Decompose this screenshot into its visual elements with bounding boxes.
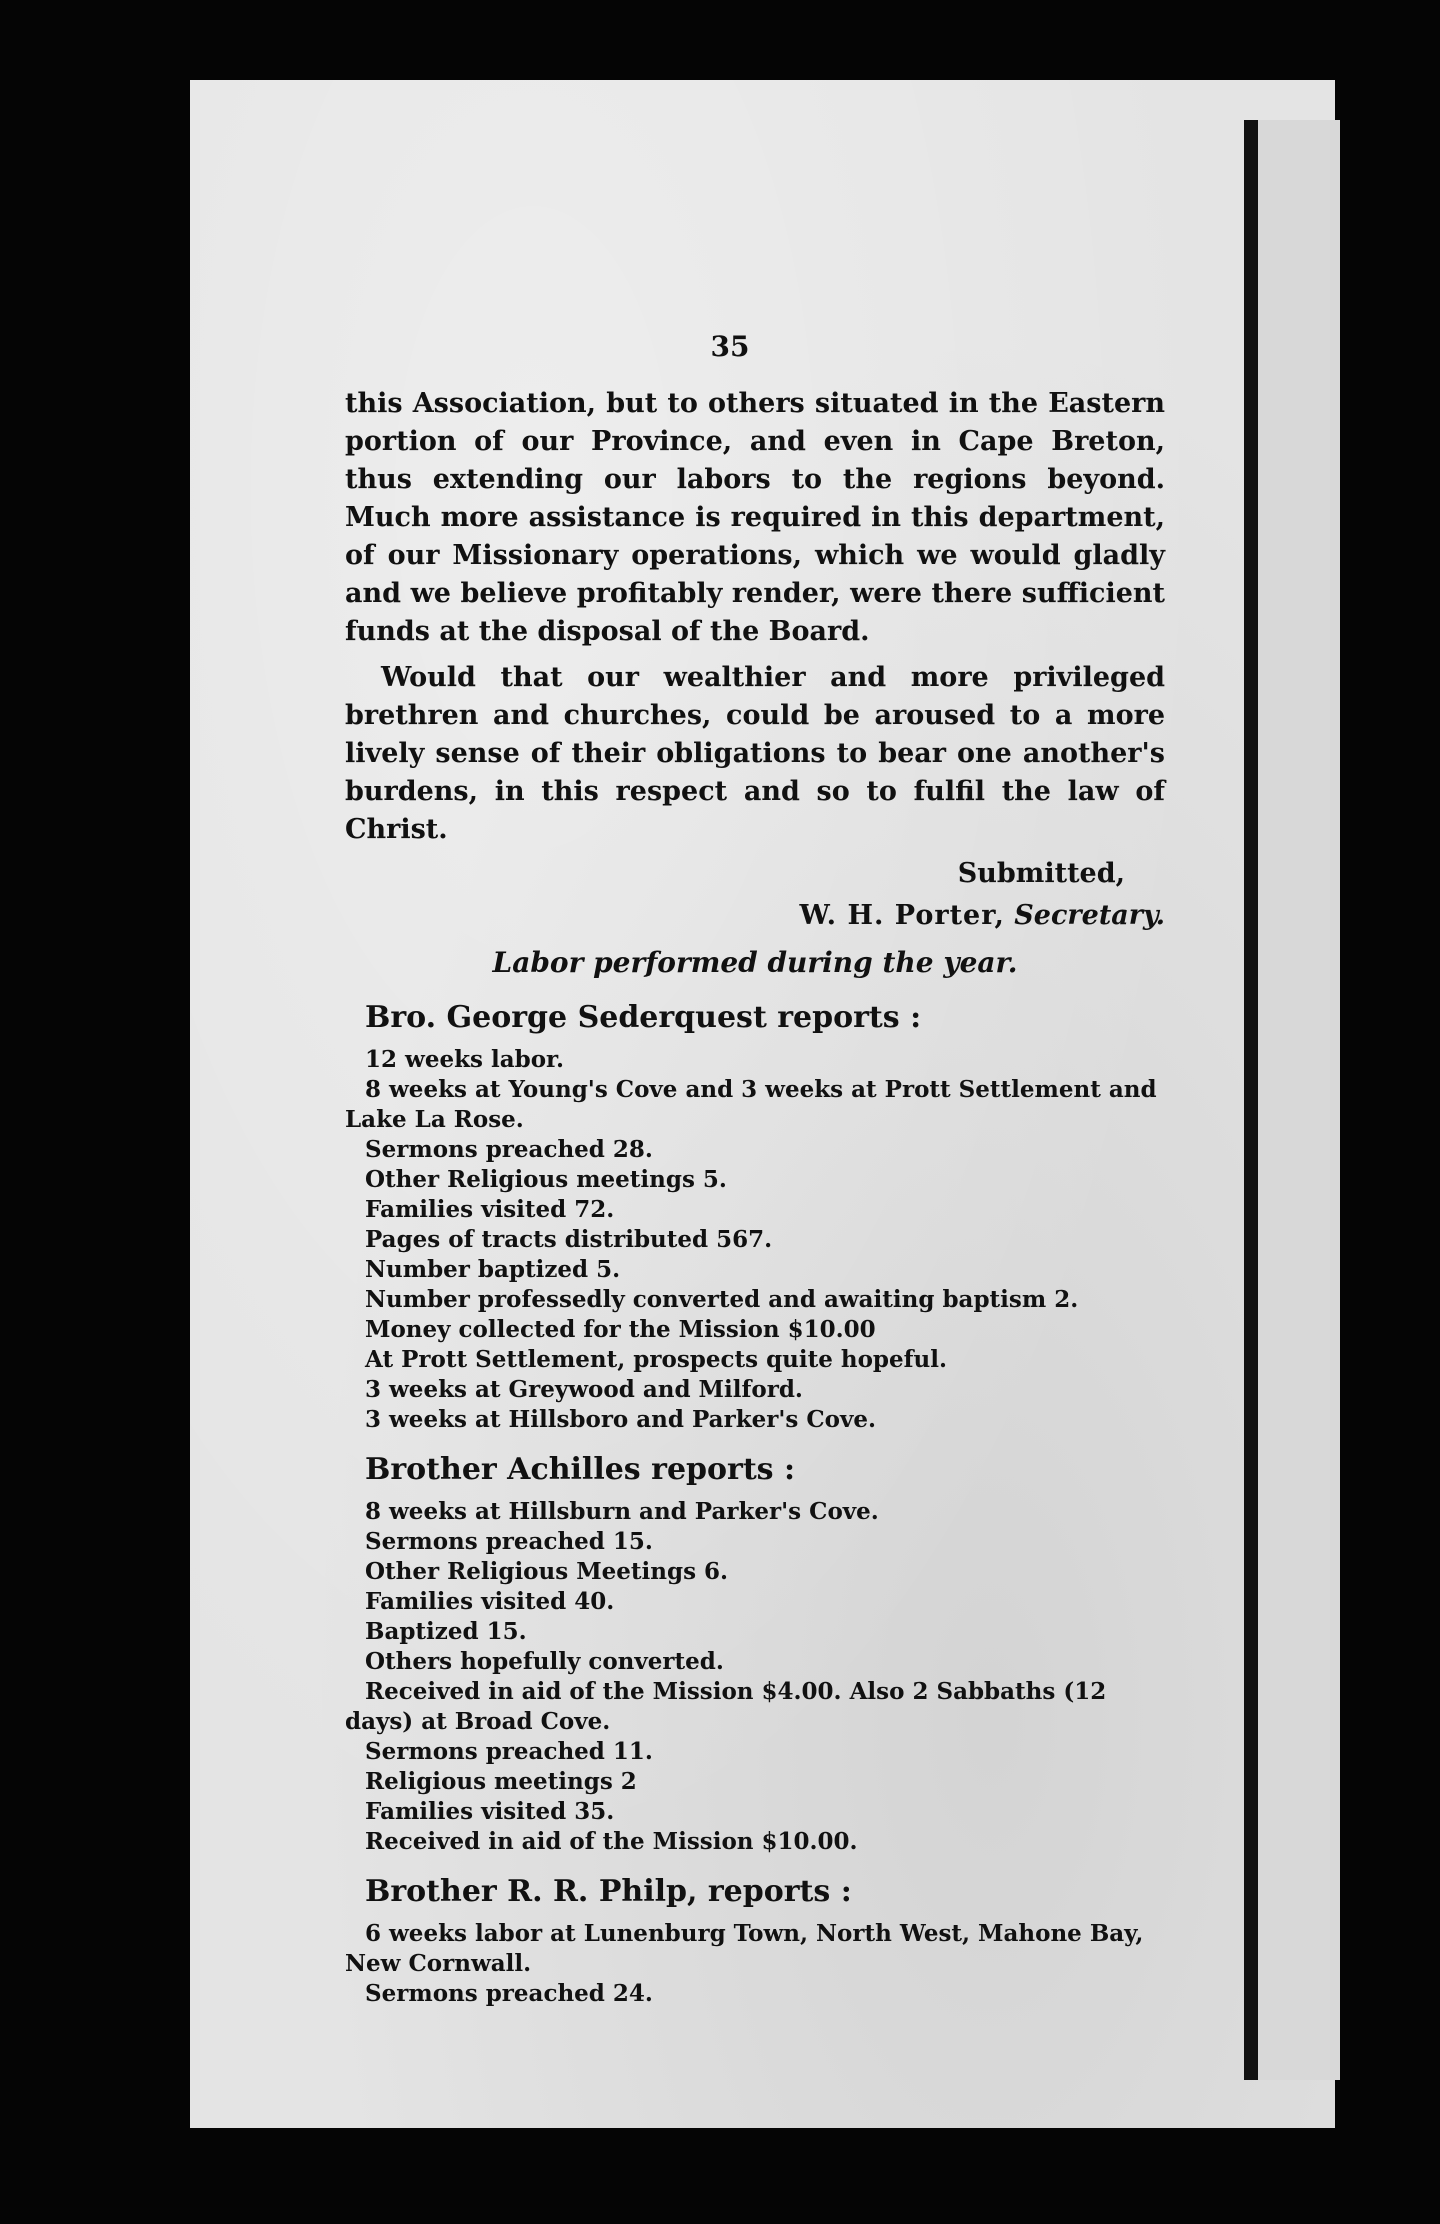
report-entry: Money collected for the Mission $10.00 bbox=[365, 1316, 876, 1343]
report-entry: Sermons preached 28. bbox=[365, 1136, 653, 1163]
report-entry: Other Religious Meetings 6. bbox=[365, 1558, 729, 1585]
report-heading: Brother Achilles reports : bbox=[365, 1452, 796, 1487]
page-number: 35 bbox=[710, 330, 750, 363]
page-body bbox=[345, 385, 1165, 2009]
report-heading: Brother R. R. Philp, reports : bbox=[365, 1874, 852, 1909]
report-entry: Families visited 40. bbox=[365, 1588, 615, 1615]
report-entry: 6 weeks labor at Lunenburg Town, North West, Mahone Bay, New Cornwall. bbox=[345, 1920, 1144, 1977]
report-entry: Families visited 35. bbox=[365, 1798, 615, 1825]
report-entry: Other Religious meetings 5. bbox=[365, 1166, 727, 1193]
facing-page-edge bbox=[1258, 120, 1340, 2080]
report-entry: Pages of tracts distributed 567. bbox=[365, 1226, 773, 1253]
report-entry: 8 weeks at Hillsburn and Parker's Cove. bbox=[365, 1498, 879, 1525]
report-entry: Sermons preached 11. bbox=[365, 1738, 653, 1765]
book-gutter bbox=[1244, 120, 1258, 2080]
paragraph-2: Would that our wealthier and more privileged brethren and churches, could be aroused to a more lively sense of their obligations to bear one another's burdens, in this respect and so to fulfil the law of Christ. bbox=[345, 662, 1165, 845]
report-entry: 12 weeks labor. bbox=[365, 1046, 565, 1073]
submitted-line: Submitted, bbox=[957, 858, 1125, 889]
report-entry: Received in aid of the Mission $10.00. bbox=[365, 1828, 858, 1855]
paragraph-1: this Association, but to others situated in the Eastern portion of our Province, and even in Cape Breton, thus extending our labors to the regions beyond. Much more assistance is required in this department, of our Missionary operations, which we would gladly and we believe profitably render, were there sufficient funds at the disposal of the Board. bbox=[345, 388, 1165, 647]
report-entry: Number professedly converted and awaiting baptism 2. bbox=[365, 1286, 1079, 1313]
report-entry: Baptized 15. bbox=[365, 1618, 527, 1645]
report-entry: 3 weeks at Hillsboro and Parker's Cove. bbox=[365, 1406, 877, 1433]
report-entry: Number baptized 5. bbox=[365, 1256, 621, 1283]
report-entry: 3 weeks at Greywood and Milford. bbox=[365, 1376, 803, 1403]
report-heading: Bro. George Sederquest reports : bbox=[365, 1000, 922, 1035]
report-entry: At Prott Settlement, prospects quite hopeful. bbox=[365, 1346, 948, 1373]
report-entry: Sermons preached 24. bbox=[365, 1980, 653, 2007]
report-entry: Sermons preached 15. bbox=[365, 1528, 653, 1555]
signature-name: W. H. Porter, bbox=[799, 900, 1005, 931]
signature bbox=[345, 897, 1165, 935]
report-entry: Religious meetings 2 bbox=[365, 1768, 637, 1795]
report-entry: Families visited 72. bbox=[365, 1196, 615, 1223]
report-entry: Others hopefully converted. bbox=[365, 1648, 724, 1675]
report-entry: Received in aid of the Mission $4.00. Also 2 Sabbaths (12 days) at Broad Cove. bbox=[345, 1678, 1107, 1735]
section-title: Labor performed during the year. bbox=[492, 946, 1018, 979]
report-entry: 8 weeks at Young's Cove and 3 weeks at Prott Settlement and Lake La Rose. bbox=[345, 1076, 1157, 1133]
signature-role: Secretary. bbox=[1014, 900, 1165, 931]
